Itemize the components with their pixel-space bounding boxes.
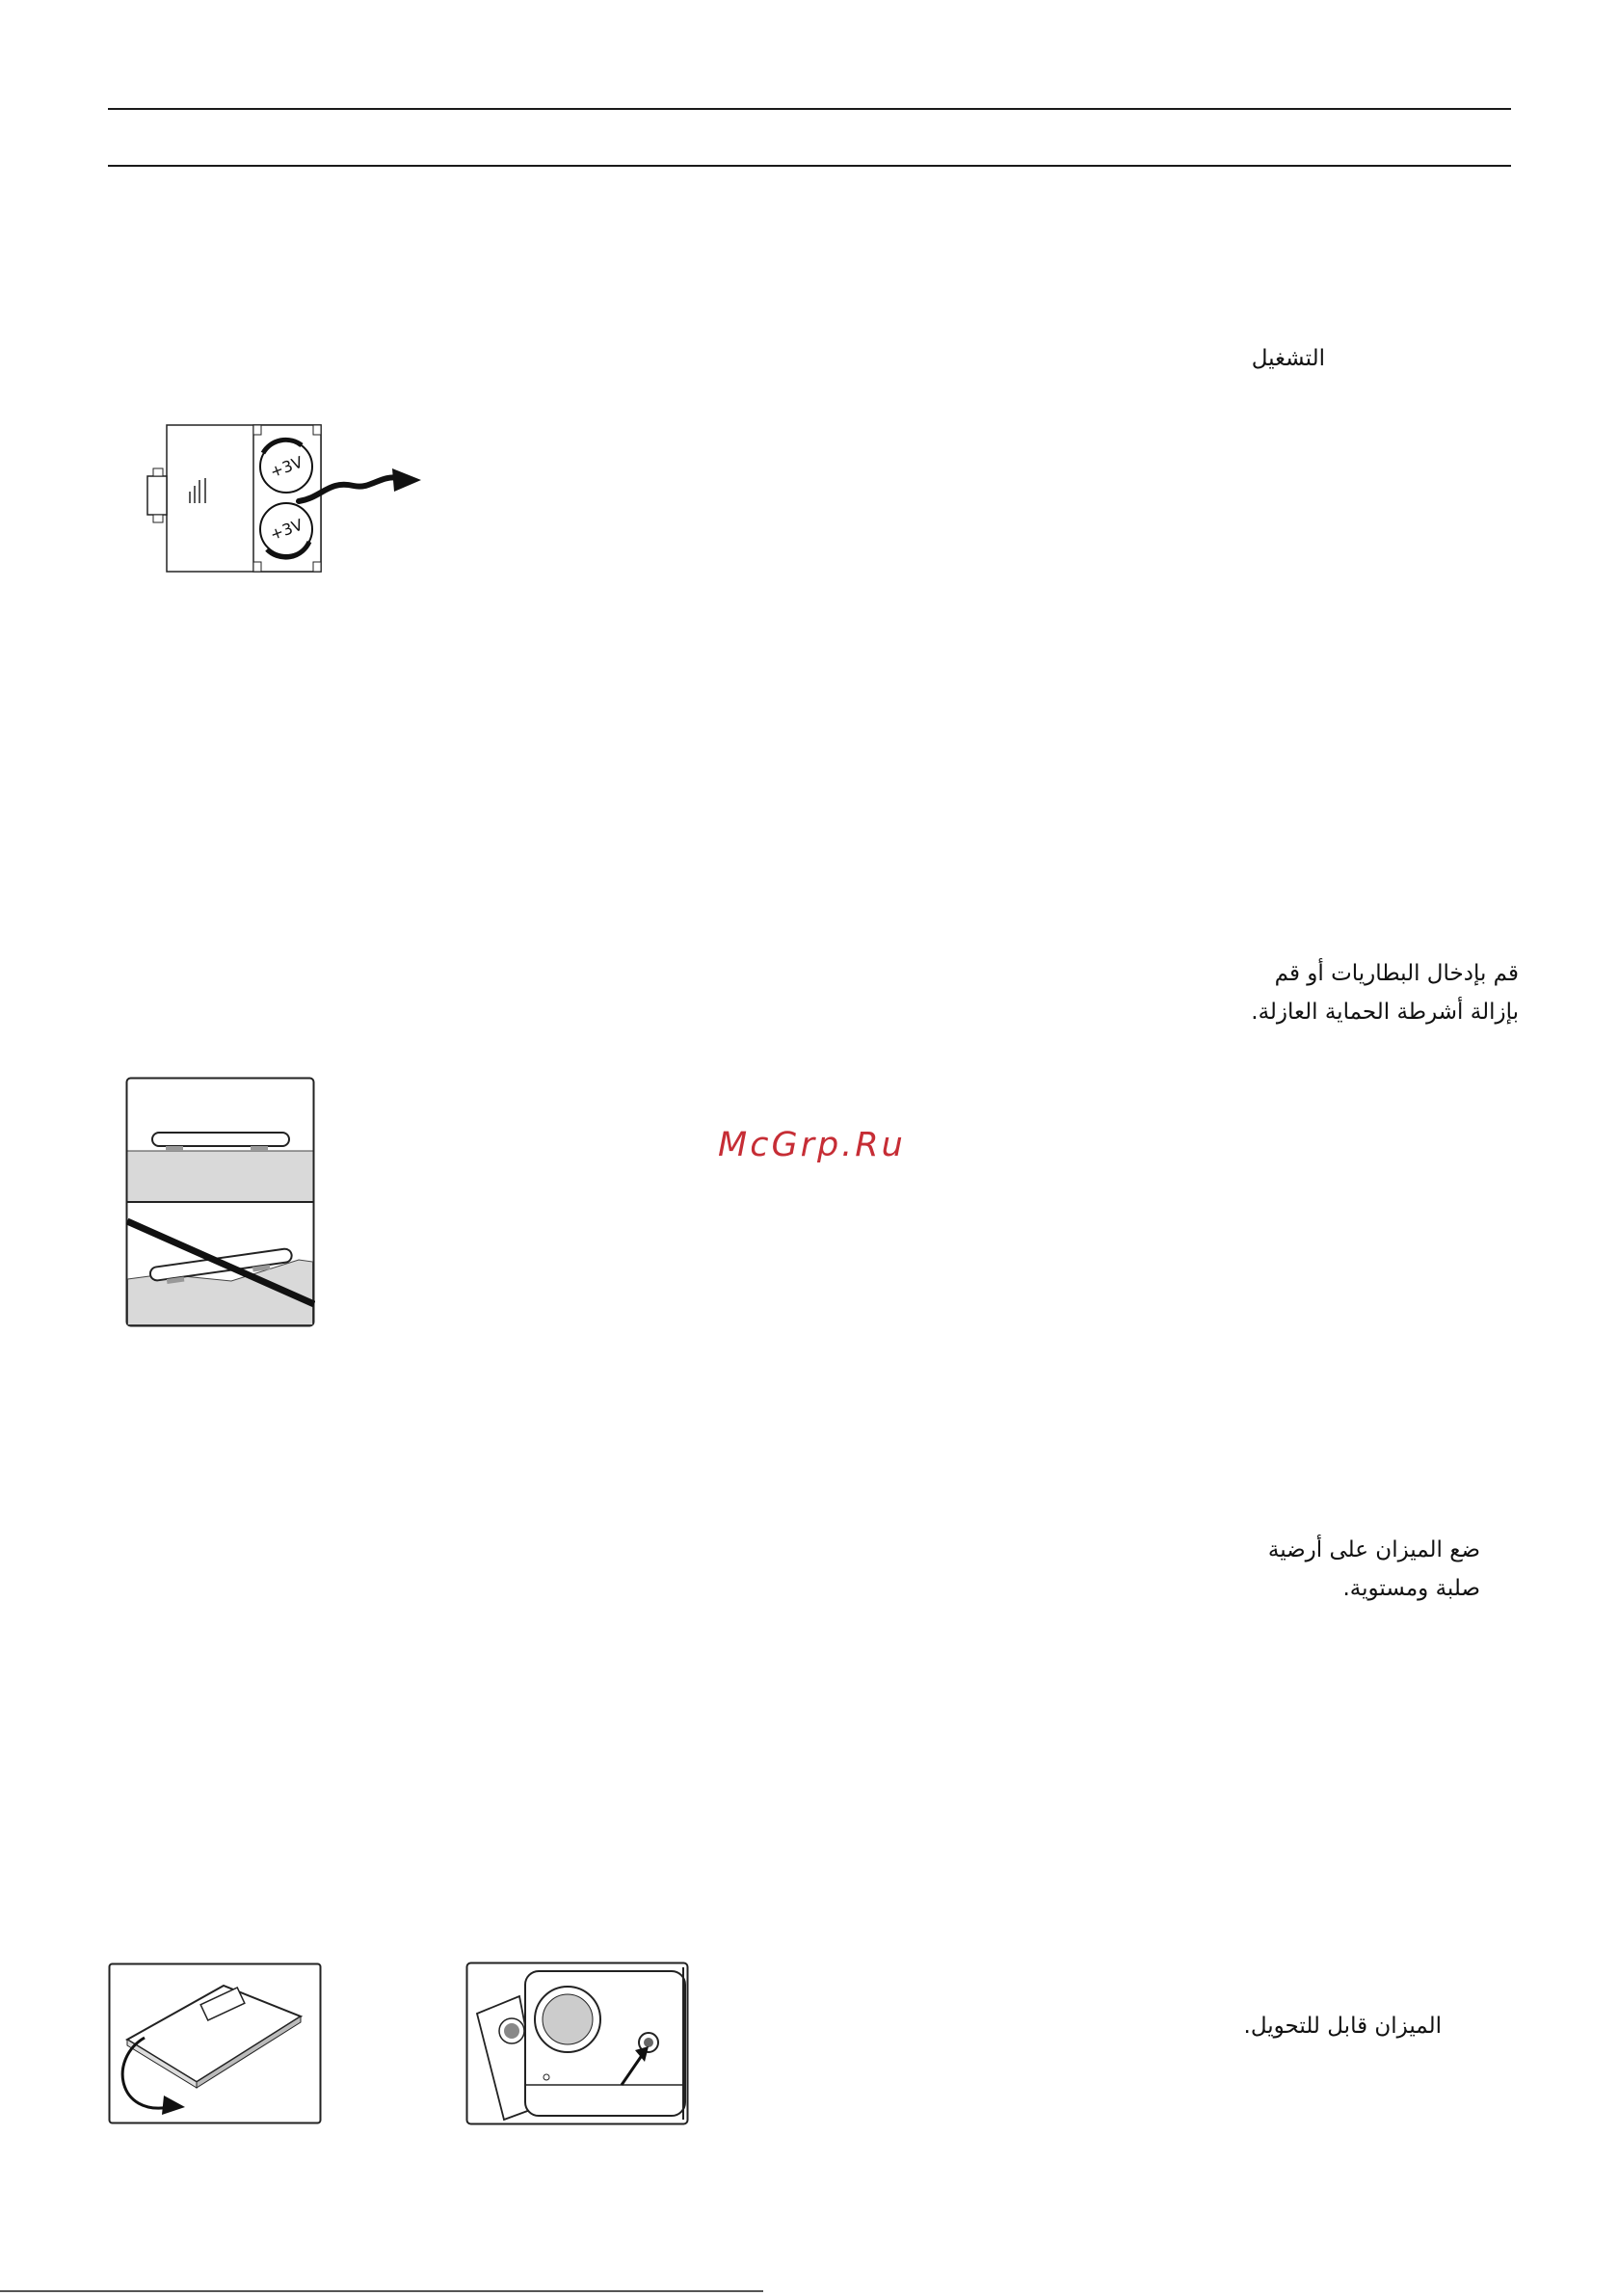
header-rule-bottom bbox=[108, 165, 1511, 167]
surface-illustration bbox=[125, 1077, 315, 1327]
watermark-text: McGrp.Ru bbox=[718, 1126, 906, 1164]
step-convertible-text bbox=[1243, 2007, 1442, 2045]
battery-illustration bbox=[140, 414, 429, 578]
step-insert-batteries-text bbox=[1249, 954, 1519, 1031]
surface-level-figure bbox=[125, 1077, 315, 1327]
header-rule-top bbox=[108, 108, 1511, 110]
step-line: صلبة ومستوية. bbox=[1342, 1576, 1480, 1601]
battery-compartment-figure bbox=[140, 414, 429, 578]
section-heading-operation bbox=[1253, 339, 1325, 378]
scale-flip-figure bbox=[108, 1962, 322, 2124]
footer-rule bbox=[0, 2290, 763, 2292]
battery-label-top: +3V bbox=[267, 452, 305, 482]
step-line: ضع الميزان على أرضية bbox=[1267, 1537, 1480, 1562]
step-line: الميزان قابل للتحويل. bbox=[1243, 2014, 1442, 2039]
flip-illustration bbox=[108, 1962, 322, 2124]
step-line: بإزالة أشرطة الحماية العازلة. bbox=[1251, 1000, 1519, 1025]
scale-underside-switch-figure bbox=[465, 1962, 689, 2125]
step-place-scale-text bbox=[1249, 1531, 1480, 1608]
switch-illustration bbox=[465, 1962, 689, 2125]
step-line: قم بإدخال البطاريات أو قم bbox=[1274, 961, 1519, 986]
heading-text: التشغيل bbox=[1251, 346, 1325, 371]
battery-label-bottom: +3V bbox=[267, 515, 305, 545]
